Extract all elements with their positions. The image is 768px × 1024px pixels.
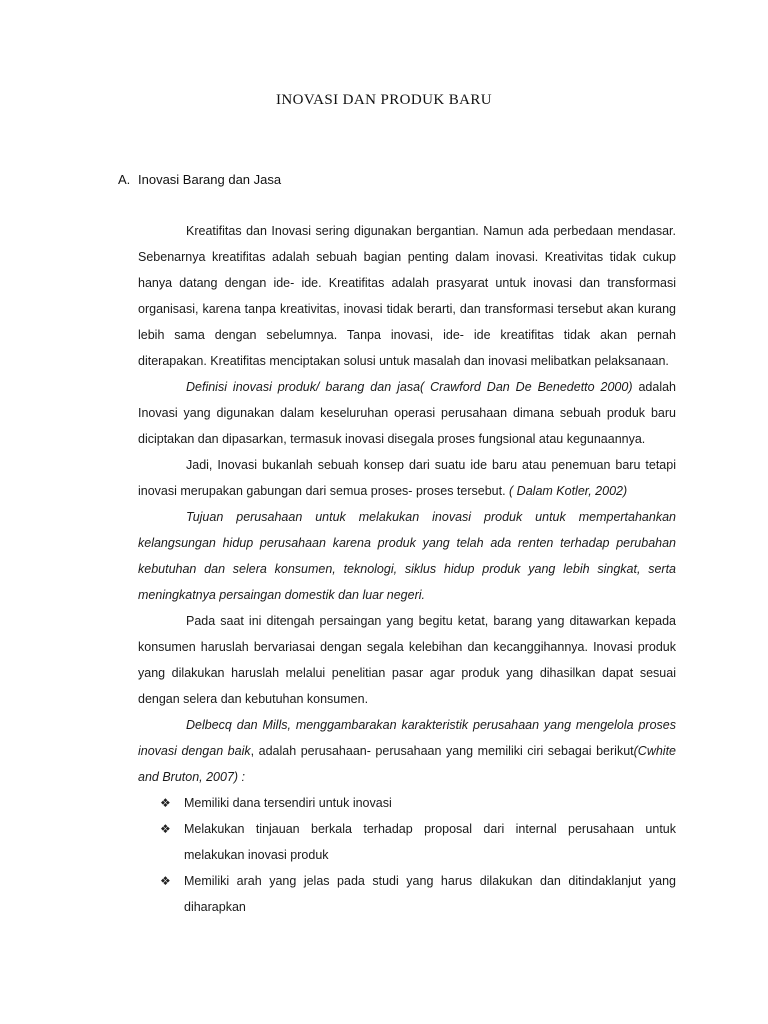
paragraph-2 [138, 374, 676, 452]
diamond-bullet-icon: ❖ [160, 822, 171, 836]
diamond-bullet-icon: ❖ [160, 874, 171, 888]
list-item-text: Melakukan tinjauan berkala terhadap proposal dari internal perusahaan untuk melakukan inovasi produk [184, 822, 676, 862]
page-title: INOVASI DAN PRODUK BARU [275, 92, 493, 108]
paragraph-6 [138, 712, 676, 790]
list-item [138, 816, 676, 868]
paragraph-3 [138, 452, 676, 504]
list-item [138, 790, 676, 816]
body-text [138, 218, 676, 920]
diamond-bullet-icon: ❖ [160, 796, 171, 810]
paragraph-5: Pada saat ini ditengah persaingan yang begitu ketat, barang yang ditawarkan kepada konsumen haruslah bervariasai dengan segala kelebihan dan kecanggihannya. Inovasi produk yang dilakukan haruslah melalui penelitian pasar agar produk yang dihasilkan dapat sesuai dengan selera dan kebutuhan konsumen. [138, 614, 676, 706]
paragraph-1: Kreatifitas dan Inovasi sering digunakan bergantian. Namun ada perbedaan mendasar. Sebenarnya kreatifitas adalah sebuah bagian penting dalam inovasi. Kreativitas tidak cukup hanya datang dengan ide- ide. Kreatifitas adalah prasyarat untuk inovasi dan transformasi organisasi, karena tanpa kreativitas, inovasi tidak berarti, dan transformasi tersebut akan kurang lebih sama dengan sebelumnya. Tanpa inovasi, ide- ide kreatifitas tidak akan pernah diterapakan. Kreatifitas menciptakan solusi untuk masalah dan inovasi melibatkan pelaksanaan. [138, 224, 676, 368]
section-heading [118, 172, 281, 187]
paragraph-2-italic: Definisi inovasi produk/ barang dan jasa( Crawford Dan De Benedetto 2000) [186, 380, 633, 394]
paragraph-6-text: , adalah perusahaan- perusahaan yang memiliki ciri sebagai berikut [250, 744, 634, 758]
paragraph-4: Tujuan perusahaan untuk melakukan inovasi produk untuk mempertahankan kelangsungan hidup perusahaan karena produk yang telah ada renten terhadap perubahan kebutuhan dan selera konsumen, teknologi, siklus hidup produk yang lebih singkat, serta meningkatnya persaingan domestik dan luar negeri. [138, 510, 676, 602]
paragraph-6-citation: (Cwhite and Bruton, 2007) : [138, 744, 676, 784]
list-item [138, 868, 676, 920]
bullet-list [138, 790, 676, 920]
section-title: Inovasi Barang dan Jasa [138, 172, 282, 187]
paragraph-3-citation: ( Dalam Kotler, 2002) [509, 484, 628, 498]
paragraph-6-italic: Delbecq dan Mills, menggambarakan karakteristik perusahaan yang mengelola proses inovasi dengan baik [138, 718, 676, 758]
list-item-text: Memiliki arah yang jelas pada studi yang harus dilakukan dan ditindaklanjut yang diharapkan [184, 874, 676, 914]
section-number: A. [118, 172, 131, 187]
paragraph-2-text: adalah Inovasi yang digunakan dalam keseluruhan operasi perusahaan dimana sebuah produk baru diciptakan dan dipasarkan, termasuk inovasi disegala proses fungsional atau kegunaannya. [138, 380, 676, 446]
list-item-text: Memiliki dana tersendiri untuk inovasi [184, 796, 392, 810]
paragraph-3-text: Jadi, Inovasi bukanlah sebuah konsep dari suatu ide baru atau penemuan baru tetapi inovasi merupakan gabungan dari semua proses- proses tersebut. [138, 458, 676, 498]
